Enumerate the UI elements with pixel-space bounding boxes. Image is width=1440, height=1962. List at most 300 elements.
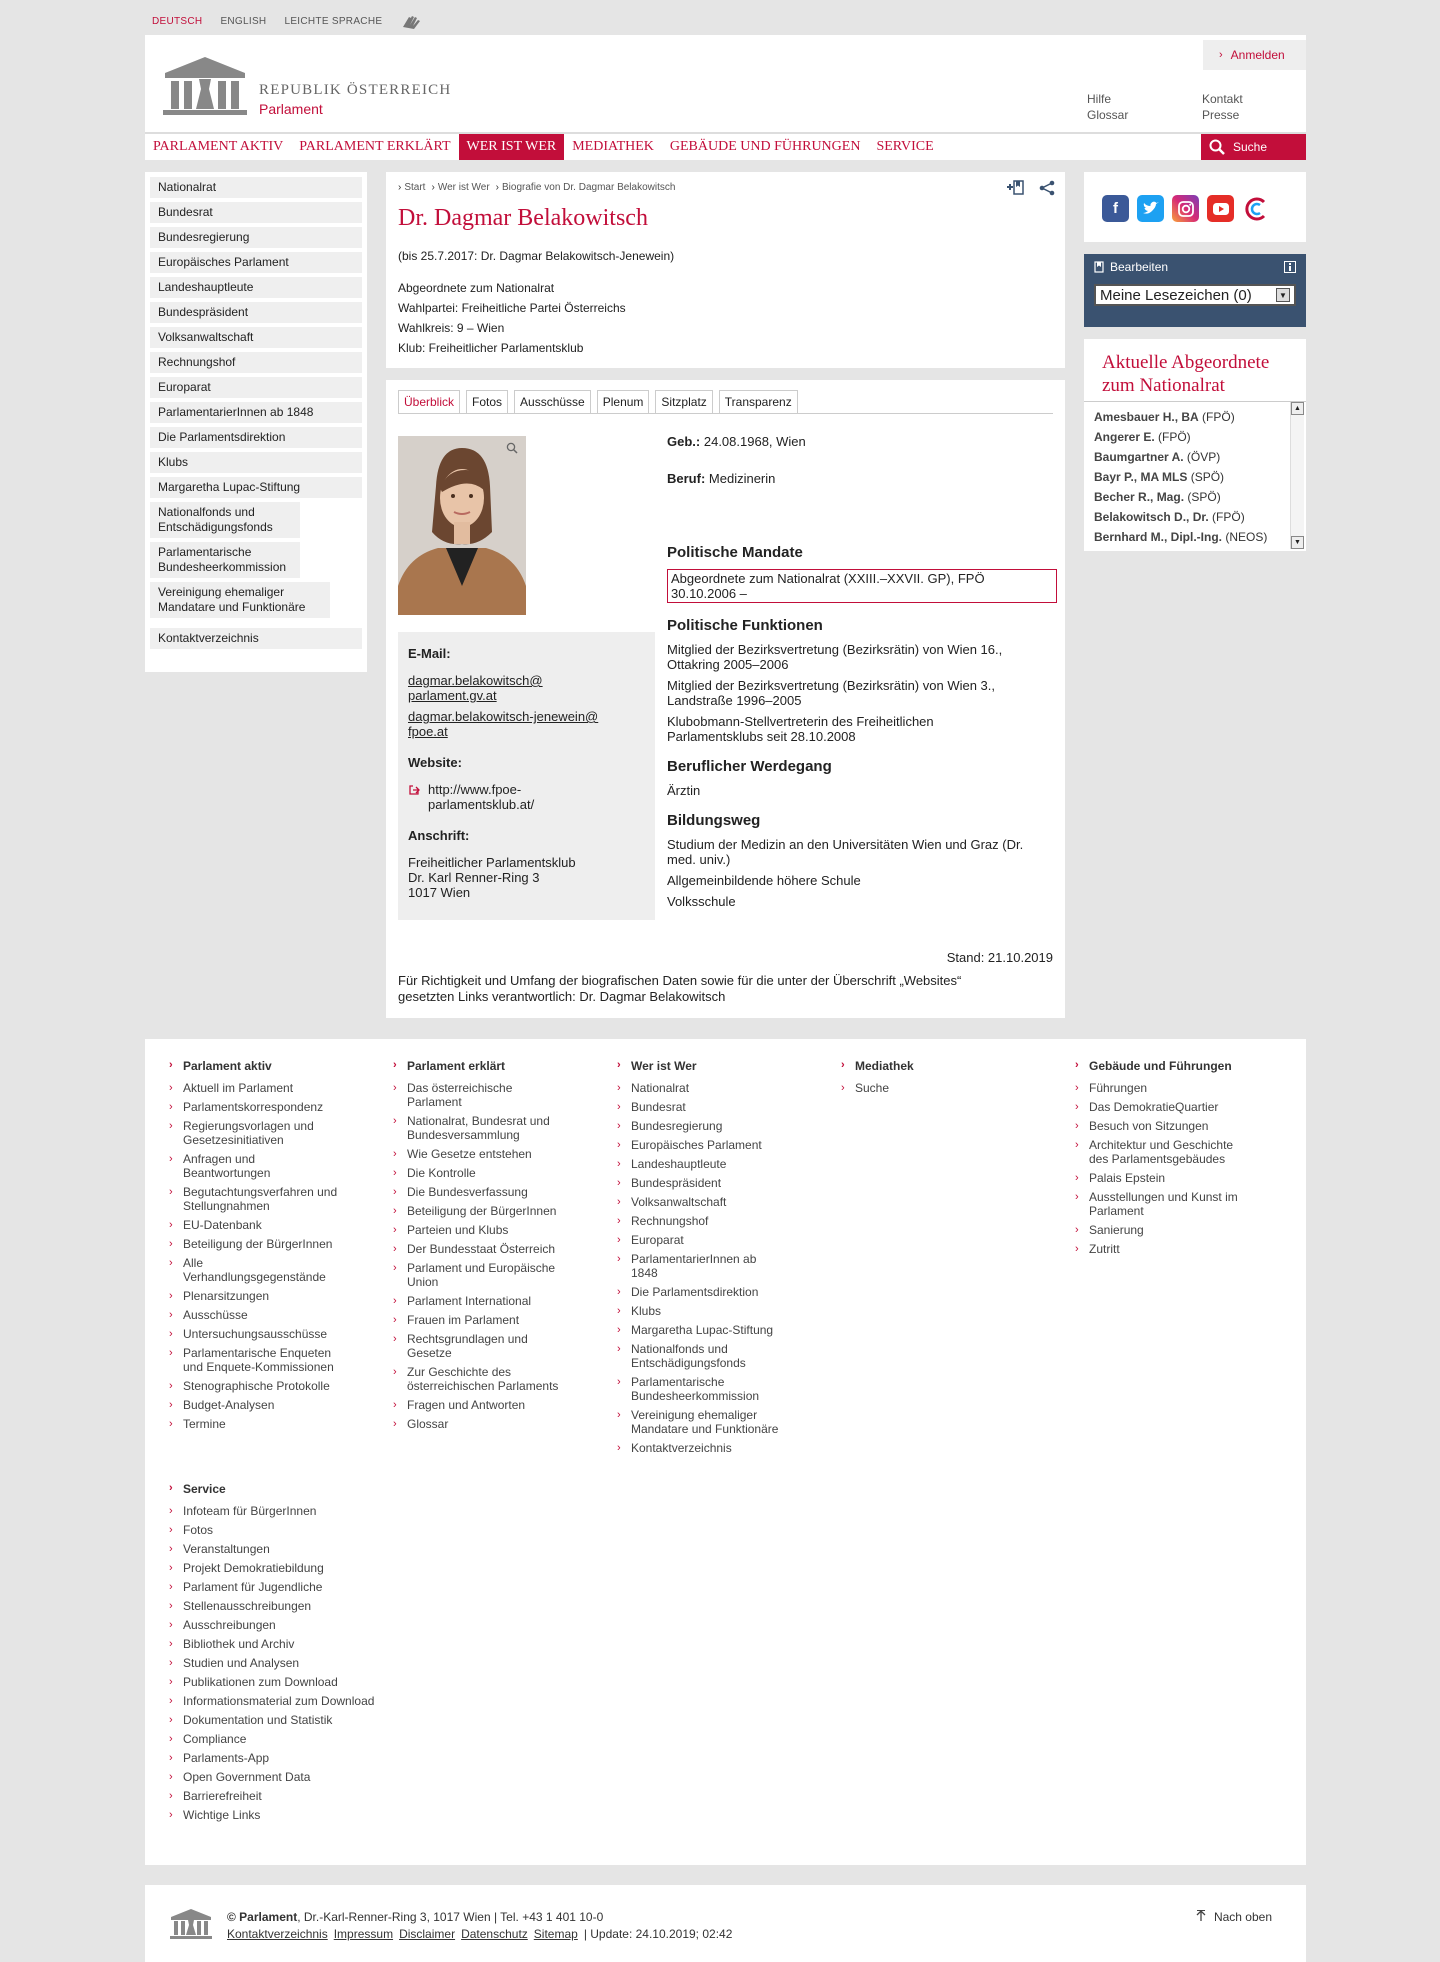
- email-1-part2[interactable]: parlament.gv.at: [408, 688, 497, 703]
- footer-link[interactable]: [617, 1408, 807, 1436]
- footer-col-heading[interactable]: [617, 1059, 807, 1073]
- sidebar: [145, 172, 367, 672]
- footer-update: | Update: 24.10.2019; 02:42: [583, 1927, 733, 1941]
- chevron-right-icon: ›: [169, 1733, 173, 1745]
- page-actions: [1005, 180, 1055, 196]
- footer-link-impressum[interactable]: Impressum: [333, 1927, 394, 1941]
- chevron-right-icon: ›: [169, 1059, 173, 1071]
- chevron-right-icon: ›: [617, 1305, 621, 1317]
- footer-link-label: Parlament für Jugendliche: [183, 1580, 323, 1594]
- header-links-right: [1202, 91, 1243, 123]
- footer-col-heading-label: Service: [183, 1482, 226, 1496]
- sidebar-item-bundespraesident[interactable]: Bundespräsident: [150, 302, 362, 323]
- chevron-right-icon: ›: [617, 1082, 621, 1094]
- footer-col-heading[interactable]: [169, 1482, 429, 1496]
- footer-link[interactable]: [393, 1114, 583, 1142]
- sidebar-item-kontaktverzeichnis[interactable]: Kontaktverzeichnis: [150, 628, 362, 649]
- chevron-right-icon: ›: [169, 1676, 173, 1688]
- mp-item[interactable]: [1094, 450, 1306, 464]
- footer-col-heading[interactable]: [841, 1059, 1031, 1073]
- footer-link[interactable]: [169, 1346, 359, 1374]
- footer-link[interactable]: [393, 1332, 583, 1360]
- function-3-line1: Klubobmann-Stellvertreterin des Freiheitlichen: [667, 714, 934, 729]
- footer-link-label: Die Parlamentsdirektion: [631, 1285, 759, 1299]
- mp-party: (FPÖ): [1154, 430, 1191, 444]
- footer-link[interactable]: [393, 1398, 583, 1412]
- footer-col-heading[interactable]: [1075, 1059, 1275, 1073]
- footer-link-label: Architektur und Geschichte des Parlamentsgebäudes: [1089, 1138, 1234, 1166]
- footer-link[interactable]: [169, 1152, 359, 1180]
- main-nav: [145, 132, 1306, 160]
- language-bar: [152, 10, 426, 32]
- person-role: Abgeordnete zum Nationalrat: [398, 281, 555, 295]
- footer-link-label: Rechnungshof: [631, 1214, 709, 1228]
- footer-link-label: Publikationen zum Download: [183, 1675, 338, 1689]
- footer-link[interactable]: [617, 1323, 807, 1337]
- nav-parlament-erklaert[interactable]: PARLAMENT ERKLÄRT: [299, 139, 451, 154]
- tab-transparenz[interactable]: Transparenz: [719, 390, 798, 413]
- footer-link[interactable]: [617, 1342, 807, 1370]
- born-value: 24.08.1968, Wien: [703, 434, 806, 449]
- footer-col-mediathek: [841, 1059, 1031, 1100]
- footer-link-label: Die Kontrolle: [407, 1166, 476, 1180]
- footer-link[interactable]: [169, 1417, 359, 1431]
- email-1-part1[interactable]: dagmar.belakowitsch@: [408, 673, 543, 688]
- chevron-right-icon: ›: [169, 1619, 173, 1631]
- former-name: (bis 25.7.2017: Dr. Dagmar Belakowitsch-Jenewein): [398, 249, 675, 263]
- footer-link[interactable]: [617, 1138, 807, 1152]
- bookmarks-select[interactable]: [1094, 284, 1296, 306]
- footer-col-heading-label: Wer ist Wer: [631, 1059, 697, 1073]
- footer-link[interactable]: [617, 1252, 807, 1280]
- mp-name: Bernhard M., Dipl.-Ing.: [1094, 530, 1222, 544]
- chevron-right-icon: ›: [1075, 1172, 1079, 1184]
- glossar-link[interactable]: Glossar: [1087, 108, 1129, 122]
- sidebar-item-nationalrat[interactable]: Nationalrat: [150, 177, 362, 198]
- footer-link-label: Ausstellungen und Kunst im Parlament: [1089, 1190, 1238, 1218]
- chevron-right-icon: ›: [393, 1295, 397, 1307]
- function-1-line2: Ottakring 2005–2006: [667, 657, 789, 672]
- career-heading: Beruflicher Werdegang: [667, 758, 832, 775]
- mp-party: (ÖVP): [1183, 450, 1221, 464]
- footer-link[interactable]: [617, 1195, 807, 1209]
- edit-label[interactable]: Bearbeiten: [1110, 260, 1169, 274]
- chevron-right-icon: ›: [393, 1224, 397, 1236]
- footer-link-label: Veranstaltungen: [183, 1542, 270, 1556]
- nav-mediathek[interactable]: MEDIATHEK: [572, 139, 654, 154]
- footer-link[interactable]: [617, 1157, 807, 1171]
- footer-link-label: Bundespräsident: [631, 1176, 722, 1190]
- footer-link[interactable]: [1075, 1138, 1275, 1166]
- footer-link-label: Europarat: [631, 1233, 684, 1247]
- email-2-part2[interactable]: fpoe.at: [408, 724, 448, 739]
- footer-link-label: Vereinigung ehemaliger Mandatare und Funktionäre: [631, 1408, 779, 1436]
- job-row: [667, 471, 1057, 486]
- breadcrumb-start[interactable]: › Start: [398, 182, 425, 193]
- share-icon[interactable]: [1039, 180, 1055, 196]
- footer-link[interactable]: [393, 1204, 583, 1218]
- lang-deutsch[interactable]: DEUTSCH: [152, 15, 203, 27]
- chevron-right-icon: ›: [169, 1505, 173, 1517]
- email-2[interactable]: [408, 709, 645, 739]
- lang-english[interactable]: ENGLISH: [220, 15, 267, 27]
- footer-col-wer-ist-wer: [617, 1059, 807, 1460]
- chevron-right-icon: ›: [393, 1205, 397, 1217]
- footer-link-label: Regierungsvorlagen und Gesetzesinitiativen: [183, 1119, 314, 1147]
- chevron-right-icon: ›: [1075, 1224, 1079, 1236]
- zoom-icon[interactable]: [506, 442, 518, 454]
- website-link[interactable]: [408, 782, 645, 812]
- sidebar-item-europarat[interactable]: Europarat: [150, 377, 362, 398]
- footer-link[interactable]: [169, 1100, 359, 1114]
- footer-link[interactable]: [169, 1789, 429, 1803]
- footer-link-label: Palais Epstein: [1089, 1171, 1166, 1185]
- chevron-right-icon: ›: [1075, 1191, 1079, 1203]
- mandate-line2: 30.10.2006 –: [671, 586, 747, 601]
- social-links: [1084, 172, 1306, 242]
- youtube-icon[interactable]: [1207, 195, 1234, 222]
- chevron-right-icon: ›: [1219, 49, 1223, 61]
- footer-link-label: Der Bundesstaat Österreich: [407, 1242, 556, 1256]
- chevron-right-icon: ›: [617, 1442, 621, 1454]
- footer-link[interactable]: [617, 1285, 807, 1299]
- chevron-right-icon: ›: [393, 1333, 397, 1345]
- footer-link-label: Besuch von Sitzungen: [1089, 1119, 1209, 1133]
- nav-parlament-aktiv[interactable]: PARLAMENT AKTIV: [153, 139, 284, 154]
- footer-link[interactable]: [169, 1398, 359, 1412]
- function-2: [667, 678, 1057, 708]
- address-line1: Freiheitlicher Parlamentsklub: [408, 855, 576, 870]
- scroll-down-icon[interactable]: ▼: [1291, 536, 1304, 549]
- mandates-heading: Politische Mandate: [667, 544, 803, 561]
- footer-link[interactable]: [617, 1375, 807, 1403]
- footer-link[interactable]: [169, 1119, 359, 1147]
- mp-party: (SPÖ): [1184, 490, 1221, 504]
- footer-link[interactable]: [617, 1214, 807, 1228]
- header-links-left: [1087, 91, 1128, 123]
- mp-item[interactable]: [1094, 470, 1306, 484]
- footer-link[interactable]: [617, 1441, 807, 1455]
- sidebar-item-bundesrat[interactable]: Bundesrat: [150, 202, 362, 223]
- footer-link[interactable]: [393, 1166, 583, 1180]
- chevron-right-icon: ›: [617, 1376, 621, 1388]
- chevron-right-icon: ›: [393, 1314, 397, 1326]
- footer-links: [227, 1927, 732, 1941]
- breadcrumb-current: › Biografie von Dr. Dagmar Belakowitsch: [496, 182, 676, 193]
- info-icon[interactable]: [1284, 261, 1296, 273]
- footer-col-gebaeude: [1075, 1059, 1275, 1261]
- footer-link[interactable]: [169, 1732, 429, 1746]
- footer-link[interactable]: [169, 1218, 359, 1232]
- footer-link[interactable]: [1075, 1081, 1275, 1095]
- mp-item[interactable]: [1094, 490, 1306, 504]
- footer-link[interactable]: [169, 1694, 429, 1708]
- back-to-top[interactable]: [1196, 1910, 1272, 1924]
- footer-link[interactable]: [169, 1523, 429, 1537]
- nav-gebaeude[interactable]: GEBÄUDE UND FÜHRUNGEN: [669, 139, 861, 154]
- mp-item[interactable]: [1094, 530, 1306, 544]
- email-1[interactable]: [408, 673, 645, 703]
- footer-link-datenschutz[interactable]: Datenschutz: [461, 1927, 528, 1941]
- mandate-line1: Abgeordnete zum Nationalrat (XXIII.–XXVII. GP), FPÖ: [671, 571, 985, 586]
- chevron-right-icon: ›: [169, 1543, 173, 1555]
- mp-name: Becher R., Mag.: [1094, 490, 1185, 504]
- chevron-right-icon: ›: [169, 1257, 173, 1269]
- sidebar-item-bundesregierung[interactable]: Bundesregierung: [150, 227, 362, 248]
- footer-link[interactable]: [1075, 1100, 1275, 1114]
- chevron-right-icon: ›: [169, 1714, 173, 1726]
- nav-service[interactable]: SERVICE: [876, 139, 934, 154]
- footer-col-heading[interactable]: [169, 1059, 359, 1073]
- footer-link-label: Parlaments-App: [183, 1751, 270, 1765]
- sidebar-item-nationalfonds[interactable]: Nationalfonds und Entschädigungsfonds: [150, 502, 300, 538]
- footer-link[interactable]: [393, 1294, 583, 1308]
- chevron-right-icon: ›: [169, 1581, 173, 1593]
- footer-link[interactable]: [393, 1313, 583, 1327]
- mp-name: Belakowitsch D., Dr.: [1094, 510, 1209, 524]
- chevron-right-icon: ›: [169, 1399, 173, 1411]
- footer-link-label: Zutritt: [1089, 1242, 1120, 1256]
- footer-link[interactable]: [169, 1256, 359, 1284]
- mp-item[interactable]: [1094, 430, 1306, 444]
- portrait-photo[interactable]: [398, 436, 526, 615]
- facebook-icon[interactable]: f: [1102, 195, 1129, 222]
- chevron-right-icon: ›: [393, 1167, 397, 1179]
- footer-link-label: Wichtige Links: [183, 1808, 261, 1822]
- mp-list-scrollbar[interactable]: [1290, 402, 1304, 549]
- tab-fotos[interactable]: Fotos: [466, 390, 508, 413]
- chevron-right-icon: ›: [169, 1219, 173, 1231]
- footer-link[interactable]: [1075, 1190, 1275, 1218]
- footer-link[interactable]: [169, 1656, 429, 1670]
- parliament-logo[interactable]: [159, 55, 251, 117]
- footer-link[interactable]: [169, 1561, 429, 1575]
- footer-link[interactable]: [617, 1119, 807, 1133]
- current-mps-title-1: Aktuelle Abgeordnete: [1102, 352, 1270, 373]
- podcast-icon[interactable]: [1242, 195, 1269, 222]
- mp-item[interactable]: [1094, 410, 1306, 424]
- footer-link-label: EU-Datenbank: [183, 1218, 262, 1232]
- education-1: [667, 837, 1057, 867]
- footer-link[interactable]: [1075, 1223, 1275, 1237]
- footer-link[interactable]: [169, 1327, 359, 1341]
- chevron-right-icon: ›: [617, 1343, 621, 1355]
- current-mps-title: [1102, 351, 1296, 397]
- lang-easy[interactable]: LEICHTE SPRACHE: [284, 15, 383, 27]
- footer-link-label: Informationsmaterial zum Download: [183, 1694, 375, 1708]
- chevron-right-icon: ›: [169, 1120, 173, 1132]
- footer-link[interactable]: [1075, 1119, 1275, 1133]
- breadcrumb-wer-ist-wer[interactable]: › Wer ist Wer: [431, 182, 489, 193]
- footer-sitemap: [145, 1039, 1306, 1865]
- scroll-up-icon[interactable]: ▲: [1291, 402, 1304, 415]
- sidebar-item-vereinigung[interactable]: Vereinigung ehemaliger Mandatare und Funktionäre: [150, 582, 330, 618]
- footer-link-label: Parteien und Klubs: [407, 1223, 509, 1237]
- footer-col-parlament-aktiv: [169, 1059, 359, 1436]
- footer-link[interactable]: [169, 1675, 429, 1689]
- nav-wer-ist-wer[interactable]: WER IST WER: [459, 134, 565, 160]
- footer-link-label: Compliance: [183, 1732, 247, 1746]
- footer-link-label: Suche: [855, 1081, 890, 1095]
- footer-link[interactable]: [1075, 1242, 1275, 1256]
- sidebar-item-parlamentarierinnen[interactable]: ParlamentarierInnen ab 1848: [150, 402, 362, 423]
- footer-link-disclaimer[interactable]: Disclaimer: [399, 1927, 456, 1941]
- logo-line2: Parlament: [259, 101, 323, 117]
- footer-link[interactable]: [169, 1599, 429, 1613]
- footer-link[interactable]: [393, 1417, 583, 1431]
- tab-ausschuesse[interactable]: Ausschüsse: [514, 390, 591, 413]
- hilfe-link[interactable]: Hilfe: [1087, 92, 1112, 106]
- footer-col-heading-label: Mediathek: [855, 1059, 914, 1073]
- chevron-right-icon: ›: [1075, 1082, 1079, 1094]
- login-button[interactable]: [1203, 40, 1306, 70]
- footer-link[interactable]: [617, 1304, 807, 1318]
- footer-col-heading[interactable]: [393, 1059, 583, 1073]
- footer-link[interactable]: [169, 1289, 359, 1303]
- sidebar-item-rechnungshof[interactable]: Rechnungshof: [150, 352, 362, 373]
- footer-link[interactable]: [169, 1751, 429, 1765]
- chevron-down-icon: ▼: [1276, 288, 1290, 302]
- footer-link-sitemap[interactable]: Sitemap: [533, 1927, 578, 1941]
- footer-col-service: [169, 1482, 429, 1827]
- footer-link[interactable]: [1075, 1171, 1275, 1185]
- footer-link[interactable]: [393, 1081, 583, 1109]
- tab-sitzplatz[interactable]: Sitzplatz: [655, 390, 712, 413]
- career-entry: Ärztin: [667, 783, 701, 798]
- footer-link[interactable]: [169, 1185, 359, 1213]
- education-heading: Bildungsweg: [667, 812, 761, 829]
- footer-link[interactable]: [617, 1100, 807, 1114]
- mandate-entry[interactable]: [667, 569, 1057, 603]
- tab-plenum[interactable]: Plenum: [597, 390, 650, 413]
- person-detail-panel: [386, 380, 1065, 1018]
- footer-link-label: Beteiligung der BürgerInnen: [407, 1204, 557, 1218]
- search-button[interactable]: [1201, 134, 1306, 160]
- footer-link[interactable]: [169, 1808, 429, 1822]
- footer-link[interactable]: [841, 1081, 1031, 1095]
- kontakt-link[interactable]: Kontakt: [1202, 92, 1243, 106]
- sidebar-item-eu-parlament[interactable]: Europäisches Parlament: [150, 252, 362, 273]
- footer-link-label: Infoteam für BürgerInnen: [183, 1504, 317, 1518]
- footer-link[interactable]: [169, 1770, 429, 1784]
- person-party: Wahlpartei: Freiheitliche Partei Österreichs: [398, 301, 626, 315]
- footer-link[interactable]: [169, 1379, 359, 1393]
- mp-item[interactable]: [1094, 510, 1306, 524]
- chevron-right-icon: ›: [393, 1262, 397, 1274]
- footer-link-kontaktverzeichnis[interactable]: Kontaktverzeichnis: [227, 1927, 328, 1941]
- job-label: Beruf:: [667, 471, 706, 486]
- bookmark-add-icon[interactable]: [1005, 180, 1025, 196]
- footer-link-label: Kontaktverzeichnis: [631, 1441, 732, 1455]
- chevron-right-icon: ›: [169, 1562, 173, 1574]
- function-2-line1: Mitglied der Bezirksvertretung (Bezirksrätin) von Wien 3.,: [667, 678, 996, 693]
- presse-link[interactable]: Presse: [1202, 108, 1240, 122]
- sign-language-icon[interactable]: [400, 11, 426, 31]
- chevron-right-icon: ›: [169, 1082, 173, 1094]
- email-2-part1[interactable]: dagmar.belakowitsch-jenewein@: [408, 709, 599, 724]
- footer-link[interactable]: [617, 1176, 807, 1190]
- instagram-icon[interactable]: [1172, 195, 1199, 222]
- chevron-right-icon: ›: [393, 1115, 397, 1127]
- twitter-icon[interactable]: [1137, 195, 1164, 222]
- chevron-right-icon: ›: [617, 1177, 621, 1189]
- website-label: Website:: [408, 755, 462, 770]
- footer-link[interactable]: [393, 1242, 583, 1256]
- footer-link[interactable]: [393, 1147, 583, 1161]
- footer-link-label: Budget-Analysen: [183, 1398, 275, 1412]
- sidebar-item-lupac[interactable]: Margaretha Lupac-Stiftung: [150, 477, 362, 498]
- chevron-right-icon: ›: [1075, 1139, 1079, 1151]
- chevron-right-icon: ›: [169, 1328, 173, 1340]
- sidebar-item-parlamentsdirektion[interactable]: Die Parlamentsdirektion: [150, 427, 362, 448]
- mp-party: (SPÖ): [1187, 470, 1225, 484]
- footer-link-label: Anfragen und Beantwortungen: [183, 1152, 271, 1180]
- footer-col-heading-label: Parlament erklärt: [407, 1059, 506, 1073]
- copyright-line: [227, 1910, 603, 1924]
- footer-link[interactable]: [617, 1081, 807, 1095]
- mp-name: Angerer E.: [1094, 430, 1155, 444]
- footer-link[interactable]: [169, 1542, 429, 1556]
- chevron-right-icon: ›: [841, 1082, 845, 1094]
- footer-link[interactable]: [393, 1365, 583, 1393]
- job-value: Medizinerin: [708, 471, 776, 486]
- footer-link[interactable]: [169, 1580, 429, 1594]
- footer-link[interactable]: [169, 1308, 359, 1322]
- chevron-right-icon: ›: [169, 1309, 173, 1321]
- footer-link[interactable]: [169, 1618, 429, 1632]
- footer-link[interactable]: [169, 1504, 429, 1518]
- sidebar-item-klubs[interactable]: Klubs: [150, 452, 362, 473]
- footer-link[interactable]: [393, 1261, 583, 1289]
- footer-link[interactable]: [169, 1237, 359, 1251]
- tab-ueberblick[interactable]: Überblick: [398, 390, 460, 413]
- footer-link-label: Rechtsgrundlagen und Gesetze: [407, 1332, 528, 1360]
- bookmarks-selected: Meine Lesezeichen (0): [1100, 286, 1252, 304]
- footer-link[interactable]: [393, 1185, 583, 1199]
- chevron-right-icon: ›: [617, 1234, 621, 1246]
- footer-link[interactable]: [617, 1233, 807, 1247]
- chevron-right-icon: ›: [617, 1059, 621, 1071]
- sidebar-item-bundesheerkommission[interactable]: Parlamentarische Bundesheerkommission: [150, 542, 300, 578]
- person-club: Klub: Freiheitlicher Parlamentsklub: [398, 341, 584, 355]
- sidebar-item-volksanwaltschaft[interactable]: Volksanwaltschaft: [150, 327, 362, 348]
- chevron-right-icon: ›: [169, 1290, 173, 1302]
- footer-link-label: Alle Verhandlungsgegenstände: [183, 1256, 326, 1284]
- functions-heading: Politische Funktionen: [667, 617, 823, 634]
- login-label: Anmelden: [1230, 48, 1285, 62]
- footer-link-label: Stellenausschreibungen: [183, 1599, 312, 1613]
- footer-link-label: Sanierung: [1089, 1223, 1144, 1237]
- footer-link[interactable]: [169, 1637, 429, 1651]
- footer-link[interactable]: [169, 1081, 359, 1095]
- parliament-logo-small[interactable]: [169, 1908, 213, 1940]
- chevron-right-icon: ›: [169, 1186, 173, 1198]
- mp-name: Bayr P., MA MLS: [1094, 470, 1188, 484]
- footer-link-label: Parlamentarische Bundesheerkommission: [631, 1375, 760, 1403]
- footer-link[interactable]: [393, 1223, 583, 1237]
- chevron-right-icon: ›: [393, 1418, 397, 1430]
- footer-link-label: Bibliothek und Archiv: [183, 1637, 295, 1651]
- footer-link-label: Projekt Demokratiebildung: [183, 1561, 324, 1575]
- footer-link-label: Europäisches Parlament: [631, 1138, 762, 1152]
- footer-link-label: Wie Gesetze entstehen: [407, 1147, 532, 1161]
- footer-link-label: Parlamentarische Enqueten und Enquete-Kommissionen: [183, 1346, 334, 1374]
- footer-col-heading-label: Parlament aktiv: [183, 1059, 272, 1073]
- chevron-right-icon: ›: [169, 1638, 173, 1650]
- footer-link[interactable]: [169, 1713, 429, 1727]
- sidebar-item-landeshauptleute[interactable]: Landeshauptleute: [150, 277, 362, 298]
- chevron-right-icon: ›: [169, 1418, 173, 1430]
